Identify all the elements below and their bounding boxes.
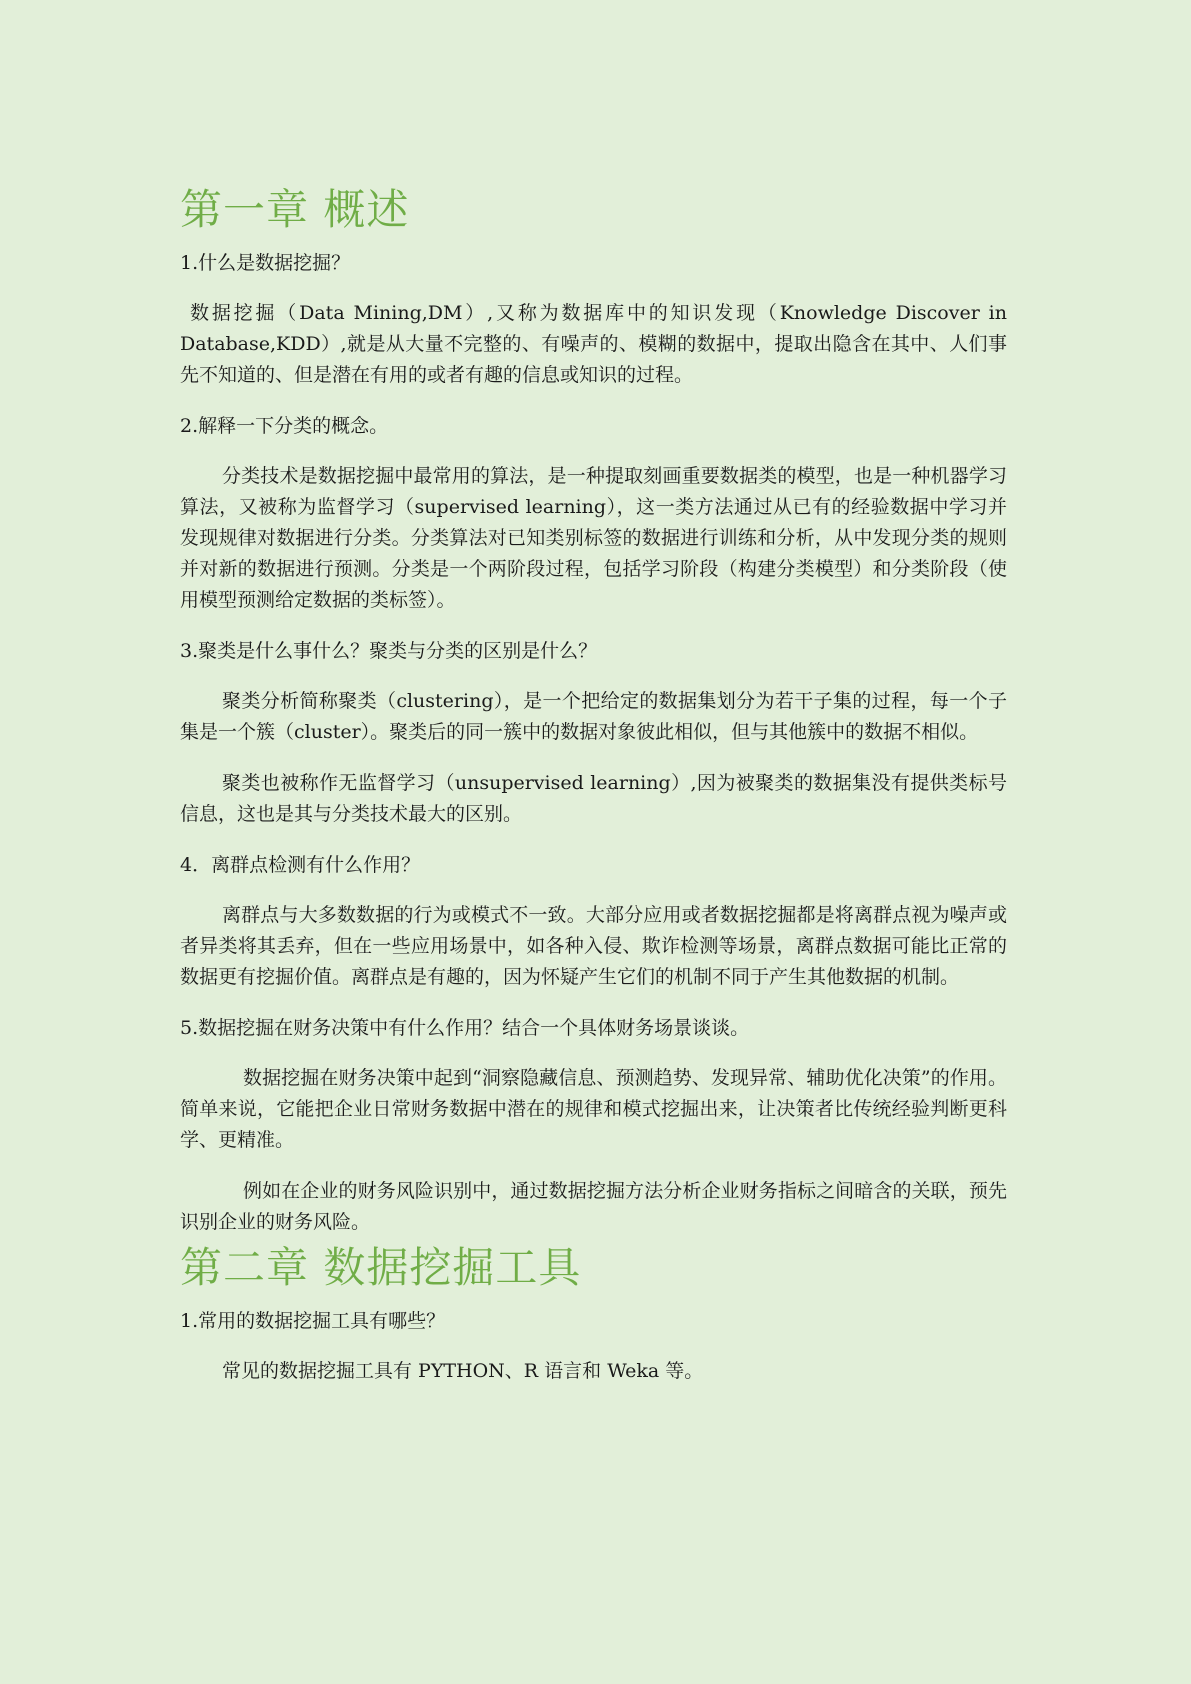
question-heading: 5.数据挖掘在财务决策中有什么作用？结合一个具体财务场景谈谈。 bbox=[180, 1017, 750, 1039]
question-heading: 4．离群点检测有什么作用？ bbox=[180, 854, 421, 876]
question-heading: 2.解释一下分类的概念。 bbox=[180, 415, 389, 437]
question-heading: 3.聚类是什么事什么？聚类与分类的区别是什么？ bbox=[180, 640, 598, 662]
answer-paragraph: 离群点与大多数数据的行为或模式不一致。大部分应用或者数据挖掘都是将离群点视为噪声或者异类将其丢弃，但在一些应用场景中，如各种入侵、欺诈检测等场景，离群点数据可能比正常的数据更有挖掘价值。离群点是有趣的，因为怀疑产生它们的机制不同于产生其他数据的机制。 bbox=[180, 904, 1007, 988]
answer-paragraph: 数据挖掘（Data Mining,DM）,又称为数据库中的知识发现（Knowledge Discover in Database,KDD）,就是从大量不完整的、有噪声的、模糊的数据中，提取出隐含在其中、人们事先不知道的、但是潜在有用的或者有趣的信息或知识的过程。 bbox=[180, 302, 1007, 386]
answer-paragraph: 例如在企业的财务风险识别中，通过数据挖掘方法分析企业财务指标之间暗含的关联，预先识别企业的财务风险。 bbox=[180, 1180, 1007, 1233]
answer-paragraph: 分类技术是数据挖掘中最常用的算法，是一种提取刻画重要数据类的模型，也是一种机器学习算法，又被称为监督学习（supervised learning），这一类方法通过从已有的经验数据中学习并发现规律对数据进行分类。分类算法对已知类别标签的数据进行训练和分析，从中发现分类的规则并对新的数据进行预测。分类是一个两阶段过程，包括学习阶段（构建分类模型）和分类阶段（使用模型预测给定数据的类标签）。 bbox=[180, 465, 1007, 611]
answer-paragraph: 常见的数据挖掘工具有 PYTHON、R 语言和 Weka 等。 bbox=[222, 1360, 704, 1382]
question-heading: 1.常用的数据挖掘工具有哪些？ bbox=[180, 1310, 446, 1332]
chapter-title: 第二章 数据挖掘工具 bbox=[180, 1243, 582, 1292]
answer-paragraph: 聚类分析简称聚类（clustering），是一个把给定的数据集划分为若干子集的过程，每一个子集是一个簇（cluster）。聚类后的同一簇中的数据对象彼此相似，但与其他簇中的数据不相似。 bbox=[180, 690, 1007, 743]
chapter-title: 第一章 概述 bbox=[180, 185, 410, 234]
question-heading: 1.什么是数据挖掘？ bbox=[180, 252, 351, 274]
document-page bbox=[180, 180, 1007, 1387]
answer-paragraph: 数据挖掘在财务决策中起到“洞察隐藏信息、预测趋势、发现异常、辅助优化决策”的作用。简单来说，它能把企业日常财务数据中潜在的规律和模式挖掘出来，让决策者比传统经验判断更科学、更精准。 bbox=[180, 1067, 1007, 1151]
answer-paragraph: 聚类也被称作无监督学习（unsupervised learning）,因为被聚类的数据集没有提供类标号信息，这也是其与分类技术最大的区别。 bbox=[180, 772, 1007, 825]
